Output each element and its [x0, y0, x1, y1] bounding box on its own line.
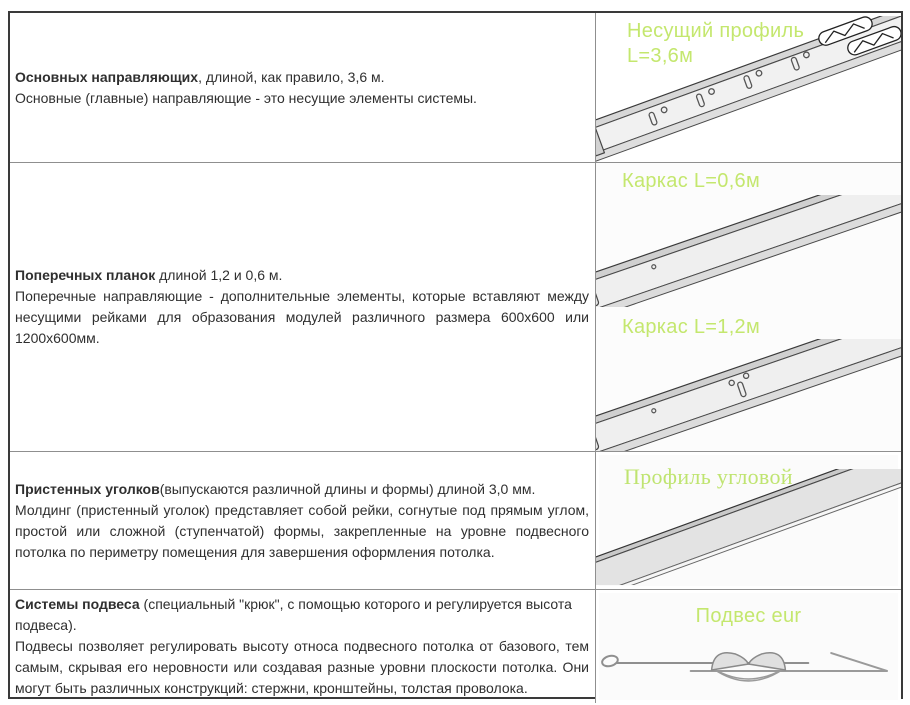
cross-tee-figure-cell — [595, 163, 901, 451]
wall-angles-body: Молдинг (пристенный уголок) представляет собой рейки, согнутые под прямым углом, простой или сложной (ступенчатой) формы, закрепленные на уровне подвесного потолка по периметру помещения для завершения оформления потолка. — [15, 501, 589, 560]
suspension-description-cell — [10, 590, 595, 703]
main-runner-figure-cell — [595, 13, 901, 162]
wall-angles-lead-rest: (выпускаются различной длины и формы) длиной 3,0 мм. — [159, 480, 536, 497]
suspension-lead — [15, 594, 589, 636]
cross-tee-06-figure — [596, 163, 901, 307]
cross-tee-06-rail-illustration — [596, 195, 901, 307]
wall-angles-lead — [15, 479, 589, 500]
cross-tee-12-label: Каркас L=1,2м — [622, 316, 761, 338]
cross-tees-description-cell — [10, 163, 595, 451]
cross-tees-lead — [15, 265, 589, 286]
main-runners-body: Основные (главные) направляющие - это несущие элементы системы. — [15, 89, 477, 106]
main-runners-term: Основных направляющих — [15, 68, 199, 85]
main-runners-lead-rest: , длиной, как правило, 3,6 м. — [198, 68, 385, 85]
wall-angles-term: Пристенных уголков — [15, 480, 160, 497]
cross-tee-12-figure — [596, 307, 901, 451]
components-table — [8, 11, 903, 699]
cross-tees-lead-rest: длиной 1,2 и 0,6 м. — [155, 267, 283, 283]
wall-angles-description-cell — [10, 452, 595, 589]
table-row-suspension — [10, 590, 901, 697]
main-runners-description-cell — [10, 13, 595, 162]
cross-tees-term: Поперечных планок — [15, 267, 156, 283]
suspension-label: Подвес eur — [695, 605, 802, 627]
suspension-figure-cell — [595, 590, 901, 703]
cross-tee-06-label: Каркас L=0,6м — [622, 170, 761, 192]
wall-angle-label: Профиль угловой — [624, 464, 793, 489]
main-runners-lead — [15, 67, 589, 88]
suspension-lead-rest: (специальный "крюк", с помощью которого и регулируется высота подвеса). — [15, 596, 572, 633]
table-row-cross-tees — [10, 163, 901, 452]
suspension-term: Системы подвеса — [15, 596, 140, 612]
main-runner-figure-label: Несущий профиль L=3,6м — [627, 20, 805, 67]
cross-tees-body: Поперечные направляющие - дополнительные элементы, которые вставляют между несущими рейками для образования модулей различного размера 600х600 или 1200х600мм. — [15, 288, 589, 346]
table-row-wall-angles — [10, 452, 901, 590]
cross-tee-figure-stack — [596, 163, 901, 451]
cross-tee-12-rail-illustration — [596, 339, 901, 451]
suspension-wire-hanger-illustration — [596, 633, 901, 695]
suspension-body: Подвесы позволяет регулировать высоту относа подвесного потолка от базового, тем самым, скрывая его неровности или создавая разные уровни плоскости потолка. Они могут быть различных конструкций: стержни, кронштейны, толстая проволока. — [15, 638, 589, 696]
table-row-main-runners — [10, 13, 901, 163]
wall-angle-figure-cell — [595, 452, 901, 589]
